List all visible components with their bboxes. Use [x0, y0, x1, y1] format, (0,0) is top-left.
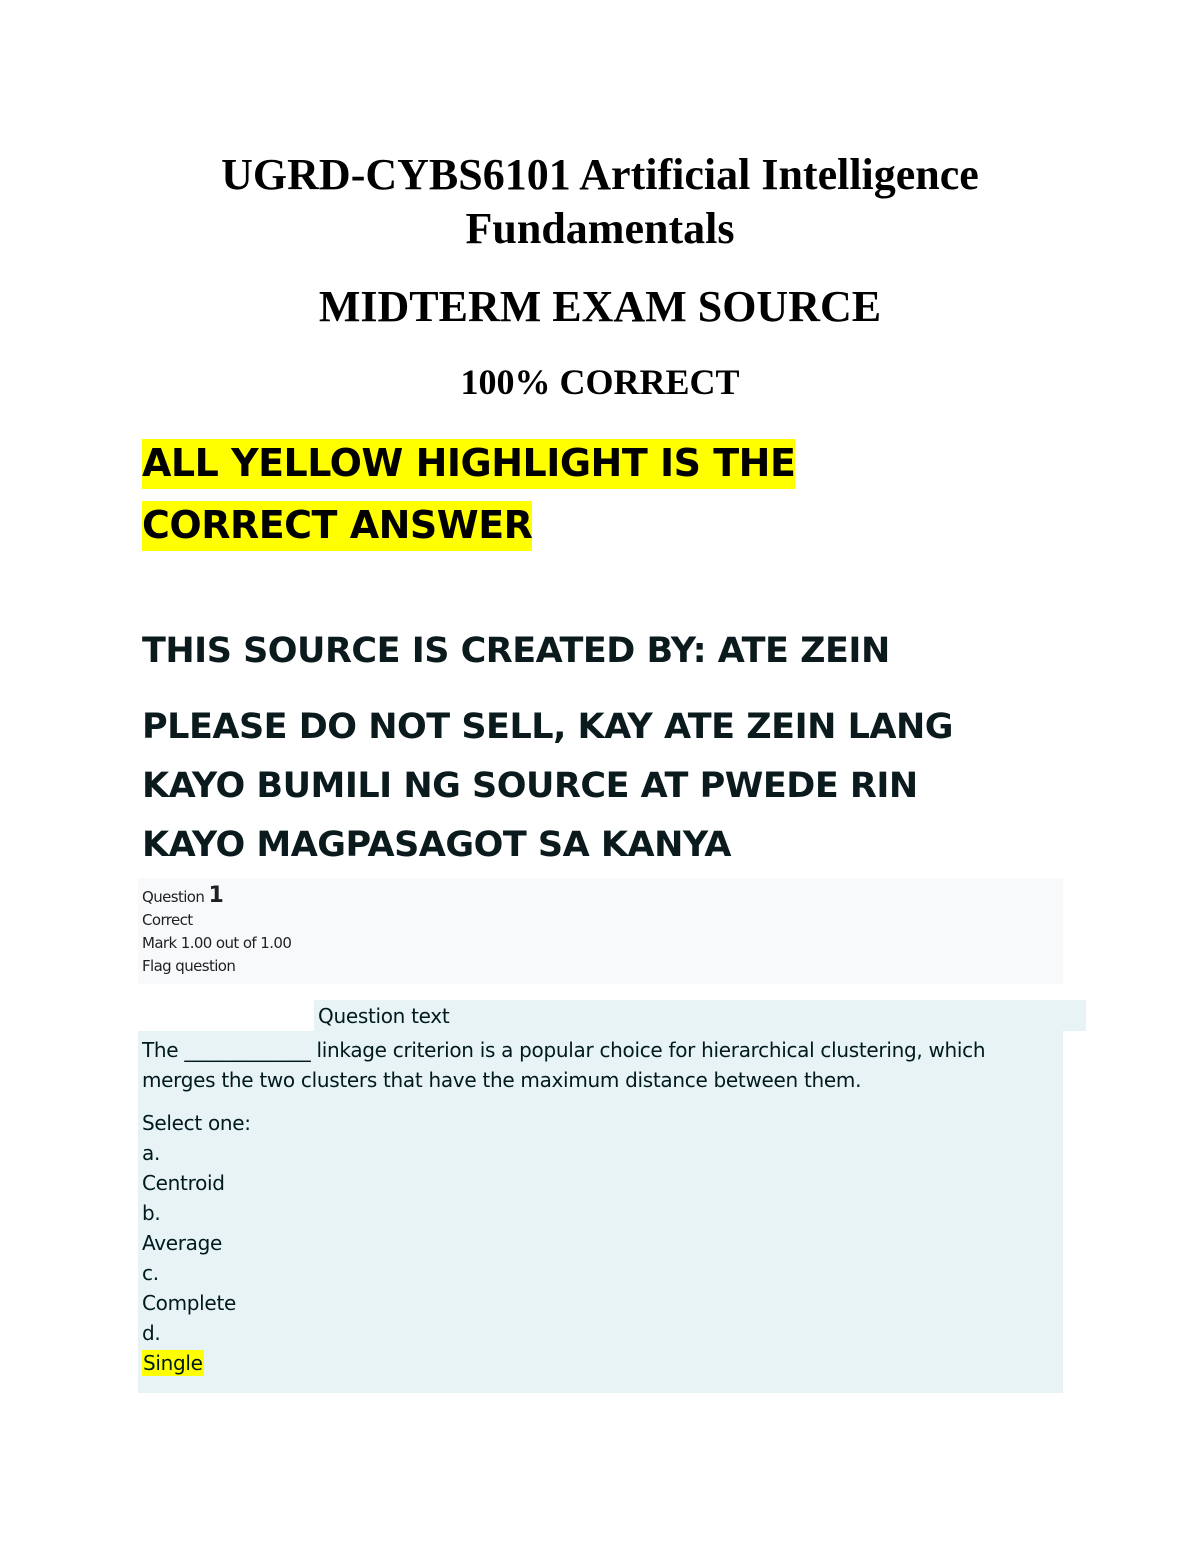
option-c-text[interactable]: Complete — [142, 1291, 236, 1315]
exam-title: MIDTERM EXAM SOURCE — [318, 282, 882, 331]
question-mark: Mark 1.00 out of 1.00 — [142, 934, 292, 952]
option-b-text[interactable]: Average — [142, 1231, 223, 1255]
course-title — [100, 148, 1100, 256]
option-d-letter: d. — [142, 1321, 161, 1345]
question-label: Question — [142, 888, 205, 906]
question-content — [138, 1031, 1063, 1393]
question-number-value: 1 — [208, 883, 224, 908]
question-text-label: Question text — [314, 1000, 1086, 1031]
creator-line: THIS SOURCE IS CREATED BY: ATE ZEIN — [142, 631, 890, 671]
option-a-letter: a. — [142, 1141, 161, 1165]
banner-line1: ALL YELLOW HIGHLIGHT IS THE — [142, 439, 795, 489]
question-stem-line1: The _____________ linkage criterion is a popular choice for hierarchical clustering, which — [142, 1038, 986, 1062]
question-number — [142, 884, 1063, 909]
notice-line2: KAYO BUMILI NG SOURCE AT PWEDE RIN — [142, 766, 918, 806]
flag-question-link[interactable]: Flag question — [142, 957, 236, 975]
question-status: Correct — [142, 911, 193, 929]
question-info-box — [138, 878, 1063, 984]
course-title-line1: UGRD-CYBS6101 Artificial Intelligence — [221, 150, 979, 199]
notice-line1: PLEASE DO NOT SELL, KAY ATE ZEIN LANG — [142, 707, 953, 747]
select-prompt: Select one: — [142, 1111, 251, 1135]
accuracy-heading: 100% CORRECT — [460, 362, 740, 402]
question-stem-line2: merges the two clusters that have the maximum distance between them. — [142, 1068, 862, 1092]
option-d-text-row — [142, 1348, 1063, 1378]
notice-text — [142, 698, 1102, 875]
option-c-letter: c. — [142, 1261, 159, 1285]
option-a-text[interactable]: Centroid — [142, 1171, 225, 1195]
notice-line3: KAYO MAGPASAGOT SA KANYA — [142, 825, 731, 865]
option-d-text-highlighted[interactable]: Single — [143, 1351, 203, 1375]
question-stem — [142, 1035, 1063, 1095]
highlight-banner — [142, 432, 1062, 556]
banner-line2: CORRECT ANSWER — [142, 501, 532, 551]
course-title-line2: Fundamentals — [465, 204, 735, 253]
option-b-letter: b. — [142, 1201, 161, 1225]
